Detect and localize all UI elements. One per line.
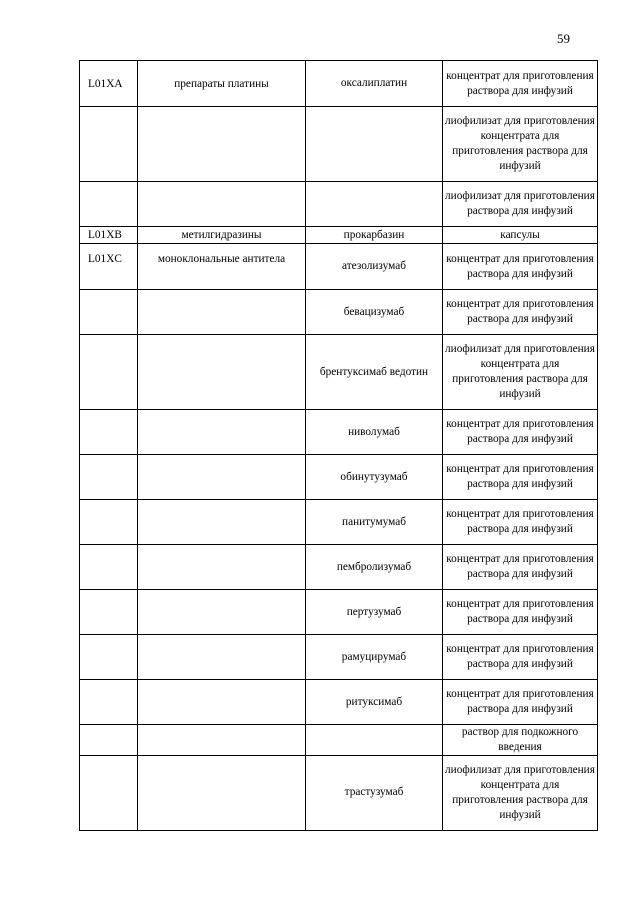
dosage-form: концентрат для приготовления раствора для инфузий <box>443 680 598 725</box>
atc-code <box>80 290 138 335</box>
table-row <box>80 227 598 244</box>
atc-code <box>80 590 138 635</box>
dosage-form: концентрат для приготовления раствора для инфузий <box>443 455 598 500</box>
table-row <box>80 290 598 335</box>
table-row <box>80 755 598 830</box>
table-row <box>80 61 598 107</box>
drug-table <box>79 60 598 831</box>
atc-code <box>80 545 138 590</box>
dosage-form: концентрат для приготовления раствора для инфузий <box>443 244 598 290</box>
dosage-form: концентрат для приготовления раствора для инфузий <box>443 635 598 680</box>
drug-group <box>138 725 306 756</box>
drug-group <box>138 635 306 680</box>
drug-group: метилгидразины <box>138 227 306 244</box>
atc-code <box>80 725 138 756</box>
drug-group <box>138 545 306 590</box>
drug-name: пертузумаб <box>306 590 443 635</box>
atc-code <box>80 755 138 830</box>
drug-group <box>138 290 306 335</box>
table-row <box>80 182 598 227</box>
atc-code <box>80 455 138 500</box>
drug-name: рамуцирумаб <box>306 635 443 680</box>
table-row <box>80 635 598 680</box>
atc-code: L01XB <box>80 227 138 244</box>
dosage-form: концентрат для приготовления раствора для инфузий <box>443 290 598 335</box>
dosage-form: лиофилизат для приготовления концентрата для приготовления раствора для инфузий <box>443 755 598 830</box>
dosage-form: концентрат для приготовления раствора для инфузий <box>443 590 598 635</box>
table-row <box>80 725 598 756</box>
atc-code <box>80 410 138 455</box>
drug-name: атезолизумаб <box>306 244 443 290</box>
dosage-form: концентрат для приготовления раствора для инфузий <box>443 500 598 545</box>
dosage-form: капсулы <box>443 227 598 244</box>
drug-group <box>138 410 306 455</box>
atc-code <box>80 182 138 227</box>
drug-name: брентуксимаб ведотин <box>306 335 443 410</box>
table-row <box>80 500 598 545</box>
table-row <box>80 107 598 182</box>
table-row <box>80 244 598 290</box>
drug-name: бевацизумаб <box>306 290 443 335</box>
atc-code <box>80 335 138 410</box>
dosage-form: концентрат для приготовления раствора для инфузий <box>443 61 598 107</box>
drug-name: панитумумаб <box>306 500 443 545</box>
table-row <box>80 455 598 500</box>
drug-name: ниволумаб <box>306 410 443 455</box>
drug-group <box>138 107 306 182</box>
drug-group <box>138 755 306 830</box>
dosage-form: лиофилизат для приготовления концентрата для приготовления раствора для инфузий <box>443 335 598 410</box>
drug-name <box>306 182 443 227</box>
drug-name: оксалиплатин <box>306 61 443 107</box>
atc-code <box>80 107 138 182</box>
drug-name <box>306 725 443 756</box>
drug-group: препараты платины <box>138 61 306 107</box>
dosage-form: раствор для подкожного введения <box>443 725 598 756</box>
table-row <box>80 590 598 635</box>
dosage-form: концентрат для приготовления раствора для инфузий <box>443 545 598 590</box>
drug-name: трастузумаб <box>306 755 443 830</box>
drug-name <box>306 107 443 182</box>
table-row <box>80 680 598 725</box>
drug-group <box>138 590 306 635</box>
atc-code <box>80 680 138 725</box>
drug-group <box>138 500 306 545</box>
atc-code <box>80 635 138 680</box>
drug-group <box>138 680 306 725</box>
atc-code <box>80 500 138 545</box>
atc-code: L01XA <box>80 61 138 107</box>
drug-group <box>138 335 306 410</box>
drug-name: прокарбазин <box>306 227 443 244</box>
drug-group <box>138 455 306 500</box>
table-row <box>80 545 598 590</box>
drug-name: ритуксимаб <box>306 680 443 725</box>
page-number: 59 <box>557 31 570 46</box>
drug-group <box>138 182 306 227</box>
dosage-form: лиофилизат для приготовления концентрата для приготовления раствора для инфузий <box>443 107 598 182</box>
drug-name: пембролизумаб <box>306 545 443 590</box>
table-row <box>80 335 598 410</box>
drug-group: моноклональные антитела <box>138 244 306 290</box>
dosage-form: лиофилизат для приготовления раствора для инфузий <box>443 182 598 227</box>
table-row <box>80 410 598 455</box>
dosage-form: концентрат для приготовления раствора для инфузий <box>443 410 598 455</box>
atc-code: L01XC <box>80 244 138 290</box>
drug-name: обинутузумаб <box>306 455 443 500</box>
